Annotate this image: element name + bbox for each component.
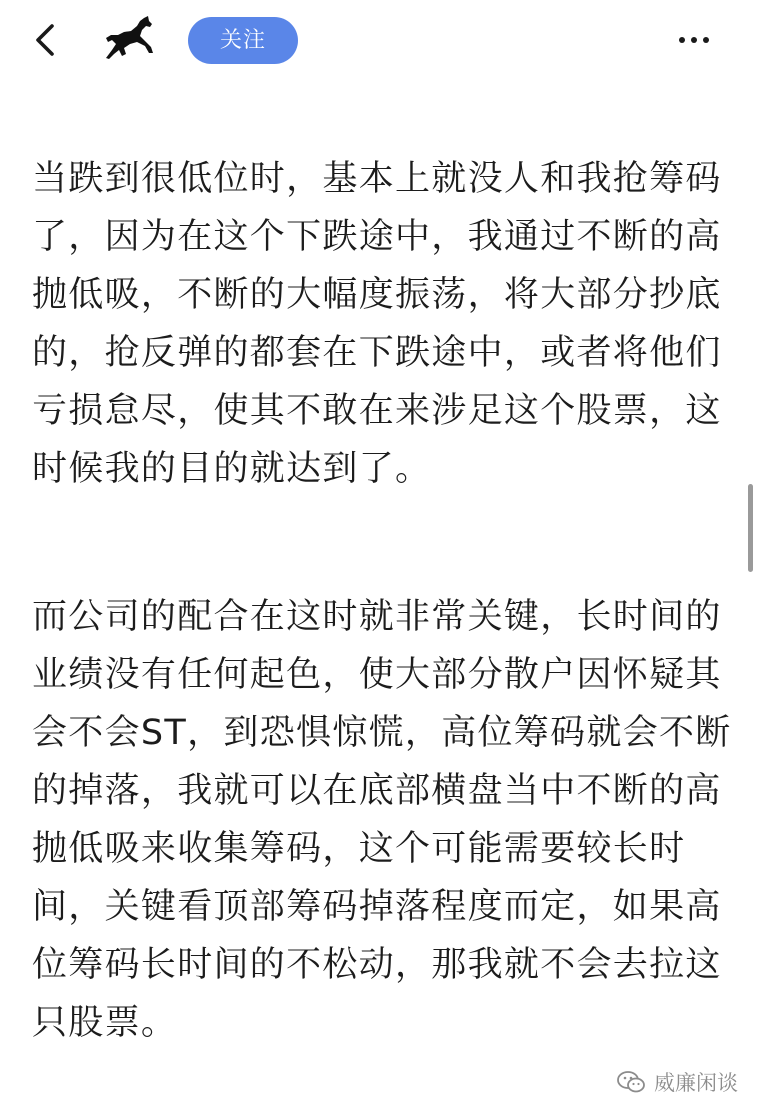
back-button[interactable] [28, 20, 64, 60]
chevron-left-icon [28, 20, 64, 60]
watermark [616, 1067, 738, 1097]
article-paragraph-2: 而公司的配合在这时就非常关键，长时间的业绩没有任何起色，使大部分散户因怀疑其会不会ST，到恐惧惊慌，高位筹码就会不断的掉落，我就可以在底部横盘当中不断的高抛低吸来收集筹码，这个可能需要较长时间，关键看顶部筹码掉落程度而定，如果高位筹码长时间的不松动，那我就不会去拉这只股票。 [32, 597, 732, 1043]
article-body [32, 150, 734, 1052]
more-dots-icon [674, 28, 714, 52]
top-navigation-bar [0, 0, 760, 84]
watermark-text: 威廉闲谈 [654, 1071, 738, 1095]
article-paragraph-1: 当跌到很低位时，基本上就没人和我抢筹码了，因为在这个下跌途中，我通过不断的高抛低吸，不断的大幅度振荡，将大部分抄底的，抢反弹的都套在下跌途中，或者将他们亏损怠尽，使其不敢在来涉足这个股票，这时候我的目的就达到了。 [32, 159, 722, 489]
more-options-button[interactable] [674, 28, 714, 52]
scrollbar-thumb[interactable] [748, 484, 753, 572]
author-avatar[interactable] [104, 14, 156, 62]
wechat-icon [616, 1069, 646, 1095]
horse-silhouette-icon [104, 14, 156, 62]
follow-button[interactable]: 关注 [188, 17, 298, 64]
